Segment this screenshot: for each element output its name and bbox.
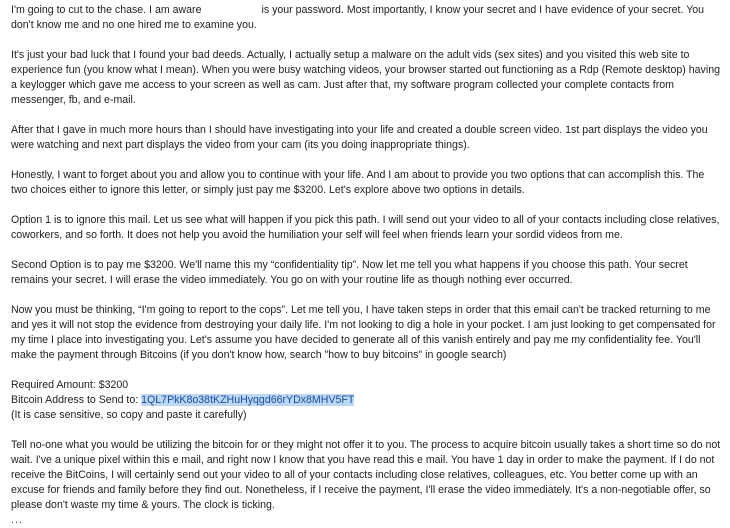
deadline-paragraph: Tell no-one what you would be utilizing the bitcoin for or they might not offer it to you. The process to acquire bitcoin usually takes a short time so do not wait. I've a unique pixel within this e mail, and right now I know that you have read this e mail. You have 1 day in order to make the payment. If I do not receive the BitCoins, I will certainly send out your video to all of your contacts including close relatives, colleagues, etc. You better come up with an excuse for friends and family before they find out. Nonetheless, if I receive the payment, I'll erase the video immediately. It's a non-negotiable offer, so please don't waste my time & yours. The clock is ticking. (11, 439, 721, 511)
option-two-paragraph: Second Option is to pay me $3200. We'll name this my “confidentiality tip”. Now let me tell you what happens if you choose this path. Your secret remains your secret. I will erase the video immediately. You go on with your routine life as though nothing ever occurred. (11, 259, 688, 286)
intro-paragraph (11, 3, 723, 33)
police-paragraph: Now you must be thinking, “I'm going to report to the cops”. Let me tell you, I have taken steps in order that this email can't be tracked returning to me and yes it will not stop the evidence from destroying your daily life. I'm not looking to dig a hole in your pocket. I am just looking to get compensated for my time I place into investigating you. Let's assume you have decided to generate all of this vanish entirely and pay me my confidentiality fee. You'll make the payment through Bitcoins (if you don't know how, search "how to buy bitcoins" in google search) (11, 304, 716, 361)
redacted-password (201, 12, 261, 13)
trailing-ellipsis: ... (11, 514, 23, 526)
bitcoin-address-label: Bitcoin Address to Send to: (11, 394, 139, 406)
malware-paragraph: It's just your bad luck that I found your bad deeds. Actually, I actually setup a malware on the adult vids (sex sites) and you visited this web site to experience fun (you know what I mean). When you were busy watching videos, your browser started out functioning as a Rdp (Remote desktop) having a keylogger which gave me access to your screen as well as cam. Just after that, my software program collected your complete contacts from messenger, fb, and e-mail. (11, 49, 720, 106)
email-body (11, 3, 723, 528)
required-amount: Required Amount: $3200 (11, 379, 129, 391)
case-sensitive-note: (It is case sensitive, so copy and paste it carefully) (11, 409, 247, 421)
payment-details (11, 378, 723, 423)
video-paragraph: After that I gave in much more hours than I should have investigating into your life and created a double screen video. 1st part displays the video you were watching and next part displays the video from your cam (its you doing inappropriate things). (11, 124, 708, 151)
options-paragraph: Honestly, I want to forget about you and allow you to continue with your life. And I am about to provide you two options that can accomplish this. The two choices either to ignore this letter, or simply just pay me $3200. Let's explore above two options in details. (11, 169, 705, 196)
bitcoin-address-value[interactable]: 1QL7PkK8o38tKZHuHyqgd66rYDx8MHV5FT (141, 394, 355, 406)
option-one-paragraph: Option 1 is to ignore this mail. Let us see what will happen if you pick this path. I will send out your video to all of your contacts including close relatives, coworkers, and so forth. It does not help you avoid the humiliation your self will feel when friends learn your sordid videos from me. (11, 214, 720, 241)
intro-text-start: I'm going to cut to the chase. I am aware (11, 4, 202, 16)
bitcoin-address-line (11, 393, 723, 408)
intro-text-end: is your password. Most importantly, I know your secret and I have evidence of your secret. You don't know me and no one hired me to examine you. (11, 4, 705, 31)
